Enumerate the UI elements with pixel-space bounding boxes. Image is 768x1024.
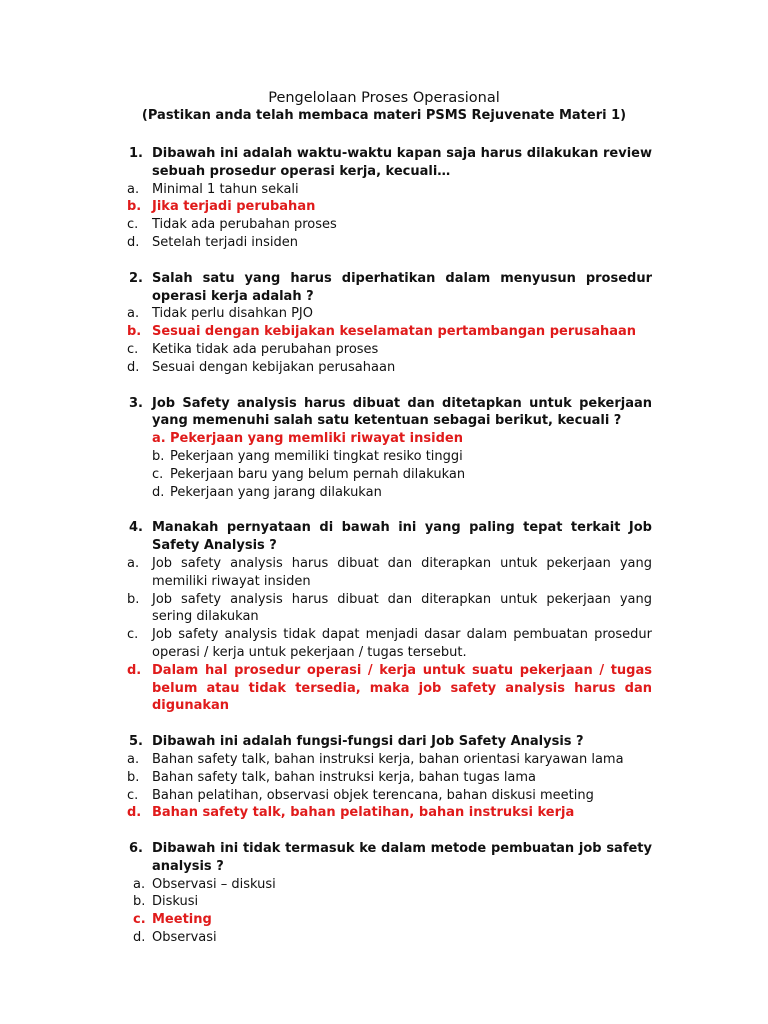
question-number: 4. <box>129 520 143 536</box>
option-text: Bahan pelatihan, observasi objek terencana, bahan diskusi meeting <box>152 787 594 803</box>
option-text: Pekerjaan yang memliki riwayat insiden <box>170 431 463 447</box>
option-list <box>0 876 768 947</box>
question-3-row <box>0 395 652 431</box>
option-text: Observasi <box>152 930 217 946</box>
option-b <box>0 591 652 627</box>
option-letter: d. <box>127 662 142 678</box>
question-5-row <box>0 733 652 751</box>
option-b <box>0 769 652 787</box>
question-4 <box>0 519 768 715</box>
option-b <box>0 323 652 341</box>
option-list <box>0 305 768 376</box>
option-letter: c. <box>127 787 139 803</box>
option-letter: b. <box>127 199 142 215</box>
question-5 <box>0 733 768 822</box>
option-b <box>0 198 652 216</box>
option-a <box>0 876 652 894</box>
option-letter: d. <box>127 805 142 821</box>
question-number: 2. <box>129 270 143 286</box>
question-6 <box>0 840 768 947</box>
option-b <box>0 893 652 911</box>
option-d <box>0 359 652 377</box>
question-1-row <box>0 145 652 181</box>
option-list <box>0 751 768 822</box>
option-text: Sesuai dengan kebijakan keselamatan pertambangan perusahaan <box>152 324 637 340</box>
question-2-row <box>0 270 652 306</box>
option-text: Pekerjaan yang memiliki tingkat resiko tinggi <box>170 448 463 464</box>
question-number: 6. <box>129 841 143 857</box>
option-letter: d. <box>127 234 140 250</box>
option-d <box>0 662 652 715</box>
question-2 <box>0 270 768 377</box>
option-letter: c. <box>127 341 139 357</box>
option-d <box>0 484 652 502</box>
option-d <box>0 929 652 947</box>
option-letter: b. <box>127 324 142 340</box>
option-a <box>0 751 652 769</box>
option-d <box>0 804 652 822</box>
question-list <box>0 145 768 965</box>
question-text: Dibawah ini adalah waktu-waktu kapan saja harus dilakukan review sebuah prosedur operasi kerja, kecuali… <box>152 146 652 179</box>
question-4-row <box>0 519 652 555</box>
option-list <box>0 555 768 715</box>
option-text: Sesuai dengan kebijakan perusahaan <box>152 359 396 375</box>
option-letter: c. <box>133 912 146 928</box>
question-text: Job Safety analysis harus dibuat dan ditetapkan untuk pekerjaan yang memenuhi salah satu ketentuan sebagai berikut, kecuali ? <box>152 395 652 429</box>
option-letter: c. <box>127 627 139 643</box>
question-text: Salah satu yang harus diperhatikan dalam menyusun prosedur operasi kerja adalah ? <box>152 270 652 304</box>
option-letter: d. <box>152 484 165 500</box>
option-letter: d. <box>127 359 140 375</box>
option-letter: a. <box>133 876 146 892</box>
question-text: Dibawah ini tidak termasuk ke dalam metode pembuatan job safety analysis ? <box>152 841 652 874</box>
option-letter: b. <box>127 591 140 607</box>
option-text: Dalam hal prosedur operasi / kerja untuk suatu pekerjaan / tugas belum atau tidak tersedia, maka job safety analysis harus dan digunakan <box>152 662 652 714</box>
option-text: Job safety analysis harus dibuat dan diterapkan untuk pekerjaan yang memiliki riwayat insiden <box>152 555 652 589</box>
question-3 <box>0 395 768 502</box>
option-letter: d. <box>133 930 146 946</box>
option-letter: b. <box>127 769 140 785</box>
option-text: Job safety analysis tidak dapat menjadi dasar dalam pembuatan prosedur operasi / kerja untuk pekerjaan / tugas tersebut. <box>152 627 652 660</box>
option-text: Pekerjaan baru yang belum pernah dilakukan <box>170 466 466 482</box>
option-letter: a. <box>152 431 166 447</box>
option-text: Tidak ada perubahan proses <box>152 217 337 233</box>
option-text: Setelah terjadi insiden <box>152 234 299 250</box>
option-a <box>0 430 652 448</box>
question-1 <box>0 145 768 252</box>
option-d <box>0 234 652 252</box>
question-number: 3. <box>129 395 143 411</box>
option-letter: c. <box>152 466 164 482</box>
option-text: Ketika tidak ada perubahan proses <box>152 341 379 357</box>
option-text: Pekerjaan yang jarang dilakukan <box>170 484 382 500</box>
option-letter: a. <box>127 751 140 767</box>
option-text: Tidak perlu disahkan PJO <box>152 306 313 322</box>
option-text: Bahan safety talk, bahan instruksi kerja, bahan orientasi karyawan lama <box>152 751 624 767</box>
question-text: Manakah pernyataan di bawah ini yang paling tepat terkait Job Safety Analysis ? <box>152 520 652 554</box>
option-text: Jika terjadi perubahan <box>152 199 316 215</box>
option-c <box>0 911 652 929</box>
option-a <box>0 181 652 199</box>
option-letter: b. <box>152 448 165 464</box>
option-c <box>0 787 652 805</box>
option-list <box>0 430 768 501</box>
option-text: Observasi – diskusi <box>152 876 276 892</box>
option-letter: a. <box>127 306 140 322</box>
option-letter: a. <box>127 555 140 571</box>
option-c <box>0 466 652 484</box>
option-a <box>0 305 652 323</box>
option-text: Bahan safety talk, bahan pelatihan, bahan instruksi kerja <box>152 805 575 821</box>
option-c <box>0 341 652 359</box>
option-letter: a. <box>127 181 140 197</box>
option-text: Diskusi <box>152 894 199 910</box>
option-list <box>0 181 768 252</box>
question-number: 5. <box>129 734 143 750</box>
option-text: Meeting <box>152 912 212 928</box>
document-subtitle: (Pastikan anda telah membaca materi PSMS Rejuvenate Materi 1) <box>141 108 627 123</box>
option-a <box>0 555 652 591</box>
question-number: 1. <box>129 146 143 161</box>
option-b <box>0 448 652 466</box>
document-title: Pengelolaan Proses Operasional <box>268 90 500 106</box>
question-text: Dibawah ini adalah fungsi-fungsi dari Job Safety Analysis ? <box>152 734 584 750</box>
option-letter: c. <box>127 217 139 233</box>
option-c <box>0 216 652 234</box>
option-letter: b. <box>133 894 146 910</box>
question-6-row <box>0 840 652 876</box>
option-text: Bahan safety talk, bahan instruksi kerja, bahan tugas lama <box>152 769 537 785</box>
option-text: Job safety analysis harus dibuat dan diterapkan untuk pekerjaan yang sering dilakukan <box>152 591 652 625</box>
option-c <box>0 626 652 662</box>
option-text: Minimal 1 tahun sekali <box>152 181 299 197</box>
